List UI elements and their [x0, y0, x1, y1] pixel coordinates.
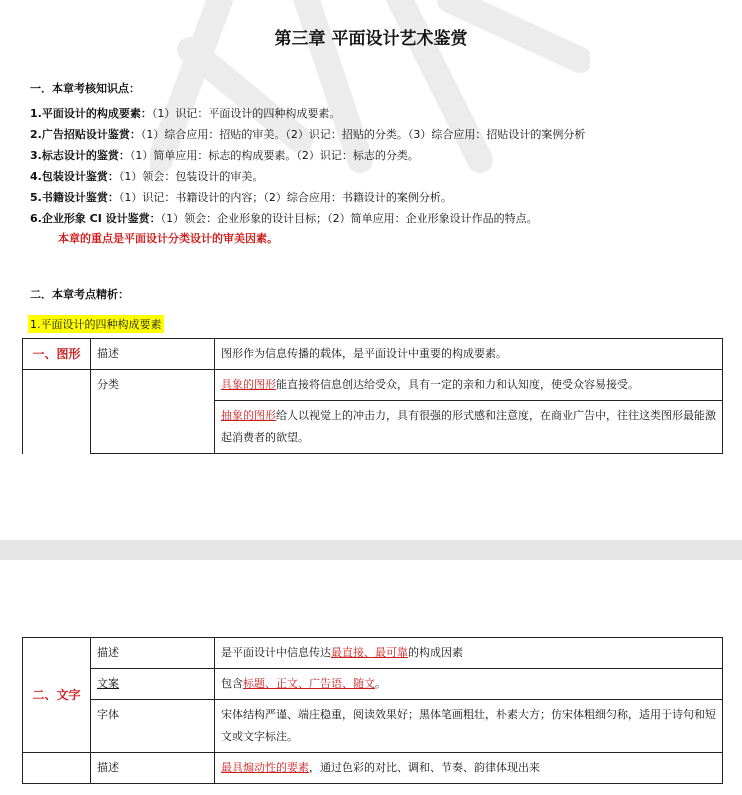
list-item: [30, 210, 538, 226]
section-1-heading: 一．本章考核知识点：: [30, 82, 140, 95]
key-term: 标题、正文、广告语、随文: [243, 677, 375, 690]
row-content: [215, 401, 723, 454]
row-text: 。: [375, 677, 386, 690]
item-label: 6.企业形象 CI 设计鉴赏：: [30, 212, 161, 225]
empty-cell: [23, 753, 91, 784]
item-text: （1）领会：企业形象的设计目标；（2）简单应用：企业形象设计作品的特点。: [160, 212, 538, 225]
item-text: （1）领会：包装设计的审美。: [118, 170, 264, 183]
row-label: 分类: [91, 370, 215, 454]
graphics-table: [22, 338, 723, 454]
key-term: 最直接、最可靠: [331, 646, 408, 659]
row-content: [215, 370, 723, 401]
row-content: [215, 753, 723, 784]
row-text: 给人以视觉上的冲击力，具有很强的形式感和注意度，在商业广告中，往往这类图形最能激起消费者的欲望。: [221, 409, 716, 444]
item-label: 1.平面设计的构成要素：: [30, 107, 152, 120]
list-item: [30, 168, 263, 184]
section-2-heading: 二．本章考点精析：: [30, 288, 129, 301]
item-text: （1）识记：平面设计的四种构成要素。: [151, 107, 341, 120]
key-term: 具象的图形: [221, 378, 276, 391]
row-label: 字体: [91, 700, 215, 753]
item-label: 4.包装设计鉴赏：: [30, 170, 119, 183]
item-label: 5.书籍设计鉴赏：: [30, 191, 119, 204]
highlighted-subheading: 1.平面设计的四种构成要素: [28, 315, 164, 333]
key-term: 抽象的图形: [221, 409, 276, 422]
item-text: （1）识记：书籍设计的内容；（2）综合应用：书籍设计的案例分析。: [118, 191, 452, 204]
row-text: ，通过色彩的对比、调和、节奏、韵律体现出来: [309, 761, 540, 774]
row-label: 描述: [91, 339, 215, 370]
key-point-note: 本章的重点是平面设计分类设计的审美因素。: [58, 232, 278, 245]
page-title: 第三章 平面设计艺术鉴赏: [274, 29, 468, 49]
row-label: 描述: [91, 638, 215, 669]
text-table: [22, 637, 723, 784]
key-term: 最具煽动性的要素: [221, 761, 309, 774]
row-content: 图形作为信息传播的载体，是平面设计中重要的构成要素。: [215, 339, 723, 370]
row-text: 是平面设计中信息传达: [221, 646, 331, 659]
row-text: 包含: [221, 677, 243, 690]
row-content: 宋体结构严谨、端庄稳重，阅读效果好；黑体笔画粗壮，朴素大方；仿宋体粗细匀称，适用于诗句和短文或文字标注。: [215, 700, 723, 753]
item-label: 3.标志设计的鉴赏：: [30, 149, 130, 162]
row-label: 描述: [91, 753, 215, 784]
category-cell: 一、图形: [23, 339, 91, 370]
empty-cell: [23, 370, 91, 454]
page-2: [0, 560, 742, 795]
item-text: （1）综合应用：招贴的审美。（2）识记：招贴的分类。（3）综合应用：招贴设计的案例分析: [140, 128, 586, 141]
row-content: [215, 638, 723, 669]
item-label: 2.广告招贴设计鉴赏：: [30, 128, 141, 141]
list-item: [30, 147, 419, 163]
list-item: [30, 126, 585, 142]
list-item: [30, 105, 340, 121]
row-text: 的构成因素: [408, 646, 463, 659]
list-item: [30, 189, 452, 205]
page-separator: [0, 540, 742, 560]
row-label: 文案: [91, 669, 215, 700]
category-cell: 二、文字: [23, 638, 91, 753]
item-text: （1）简单应用：标志的构成要素。（2）识记：标志的分类。: [129, 149, 419, 162]
row-content: [215, 669, 723, 700]
row-text: 能直接将信息创达给受众，具有一定的亲和力和认知度，使受众容易接受。: [276, 378, 639, 391]
